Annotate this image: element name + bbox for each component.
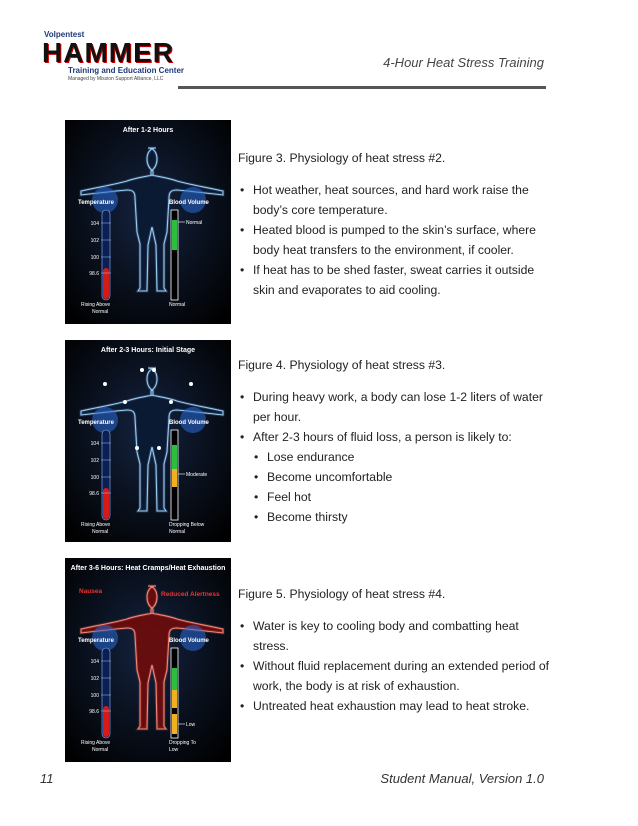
blood-volume-label: Blood Volume	[169, 200, 209, 206]
sweat-drop-icon	[135, 446, 139, 450]
temperature-label: Temperature	[78, 420, 114, 426]
temperature-caption: Normal	[92, 309, 109, 315]
bullet-item: • Hot weather, heat sources, and hard work raise the body’s core temperature.	[238, 180, 558, 220]
bullet-item: • If heat has to be shed faster, sweat carries it outside skin and evaporates to aid cooling.	[238, 260, 558, 300]
heat-stress-illustration	[65, 340, 231, 542]
tick-label: 100	[90, 693, 99, 699]
heat-stress-illustration	[65, 558, 231, 762]
blood-volume-caption: Normal	[169, 302, 186, 308]
figure-3-image	[65, 120, 231, 324]
figure-4-sub-bullets	[252, 447, 558, 527]
sub-bullet-item: • Become thirsty	[252, 507, 558, 527]
sweat-drop-icon	[123, 400, 127, 404]
figure-4-text	[238, 355, 558, 527]
logo-small-text: Volpentest	[44, 30, 85, 39]
blood-volume-label: Blood Volume	[169, 420, 209, 426]
sub-bullet-item: • Lose endurance	[252, 447, 558, 467]
tick-label: 98.6	[89, 491, 99, 497]
blood-volume-marker-label: Moderate	[186, 472, 208, 478]
blood-volume-label: Blood Volume	[169, 638, 209, 644]
tick-label: 104	[90, 441, 99, 447]
page-number: 11	[40, 771, 54, 786]
page-header-title: 4-Hour Heat Stress Training	[383, 55, 544, 70]
bullet-item: • After 2-3 hours of fluid loss, a person is likely to:	[238, 427, 558, 447]
blood-volume-caption: Normal	[169, 529, 186, 535]
figure-4-bullets	[238, 387, 558, 447]
temperature-caption: Rising Above	[81, 302, 111, 308]
temperature-caption: Normal	[92, 529, 109, 535]
temperature-label: Temperature	[78, 200, 114, 206]
figure-3-text	[238, 148, 558, 300]
blood-volume-caption: Low	[169, 747, 179, 753]
hammer-logo	[42, 30, 192, 80]
temperature-caption: Normal	[92, 747, 109, 753]
sweat-drop-icon	[189, 382, 193, 386]
panel-title: After 1-2 Hours	[122, 127, 174, 134]
figure-5-text	[238, 584, 558, 716]
blood-volume-marker-label: Normal	[186, 220, 203, 226]
figure-4-image	[65, 340, 231, 542]
sweat-drop-icon	[140, 368, 144, 372]
blood-volume-marker-label: Low	[186, 722, 196, 728]
footer-manual-version: Student Manual, Version 1.0	[380, 771, 544, 786]
panel-title: After 2-3 Hours: Initial Stage	[100, 347, 196, 354]
bullet-item: • Untreated heat exhaustion may lead to heat stroke.	[238, 696, 558, 716]
sub-bullet-item: • Become uncomfortable	[252, 467, 558, 487]
header-divider	[178, 86, 546, 89]
thermometer-fill	[103, 488, 109, 519]
tick-label: 98.6	[89, 271, 99, 277]
thermometer-fill	[103, 706, 109, 737]
warning-label: Nausea	[79, 588, 103, 595]
blood-volume-caption: Dropping Below	[169, 522, 205, 528]
tick-label: 104	[90, 221, 99, 227]
tick-label: 98.6	[89, 709, 99, 715]
bullet-item: • Water is key to cooling body and combatting heat stress.	[238, 616, 558, 656]
sweat-drop-icon	[157, 446, 161, 450]
heat-stress-illustration	[65, 120, 231, 324]
figure-5-bullets	[238, 616, 558, 716]
tick-label: 102	[90, 238, 99, 244]
figure-3-caption: Figure 3. Physiology of heat stress #2.	[238, 151, 446, 165]
panel-title: After 3-6 Hours: Heat Cramps/Heat Exhaustion	[70, 565, 226, 572]
figure-3-bullets	[238, 180, 558, 300]
tick-label: 100	[90, 255, 99, 261]
sweat-drop-icon	[103, 382, 107, 386]
logo-wordmark: HAMMER	[42, 37, 174, 68]
logo-subtitle: Training and Education Center	[68, 66, 185, 75]
tick-label: 102	[90, 458, 99, 464]
sub-bullet-item: • Feel hot	[252, 487, 558, 507]
temperature-caption: Rising Above	[81, 740, 111, 746]
tick-label: 100	[90, 475, 99, 481]
bullet-item: • Heated blood is pumped to the skin’s surface, where body heat transfers to the environment, if cooler.	[238, 220, 558, 260]
figure-5-caption: Figure 5. Physiology of heat stress #4.	[238, 587, 446, 601]
temperature-label: Temperature	[78, 638, 114, 644]
bullet-item: • Without fluid replacement during an extended period of work, the body is at risk of exhaustion.	[238, 656, 558, 696]
figure-5-image	[65, 558, 231, 762]
figure-4-caption: Figure 4. Physiology of heat stress #3.	[238, 358, 446, 372]
tick-label: 102	[90, 676, 99, 682]
sweat-drop-icon	[152, 368, 156, 372]
tick-label: 104	[90, 659, 99, 665]
bullet-item: • During heavy work, a body can lose 1-2 liters of water per hour.	[238, 387, 558, 427]
warning-label: Reduced Alertness	[161, 591, 220, 598]
logo-tagline: Managed by Mission Support Alliance, LLC	[68, 76, 164, 82]
sweat-drop-icon	[169, 400, 173, 404]
temperature-caption: Rising Above	[81, 522, 111, 528]
thermometer-fill	[103, 268, 109, 299]
blood-volume-caption: Dropping To	[169, 740, 196, 746]
